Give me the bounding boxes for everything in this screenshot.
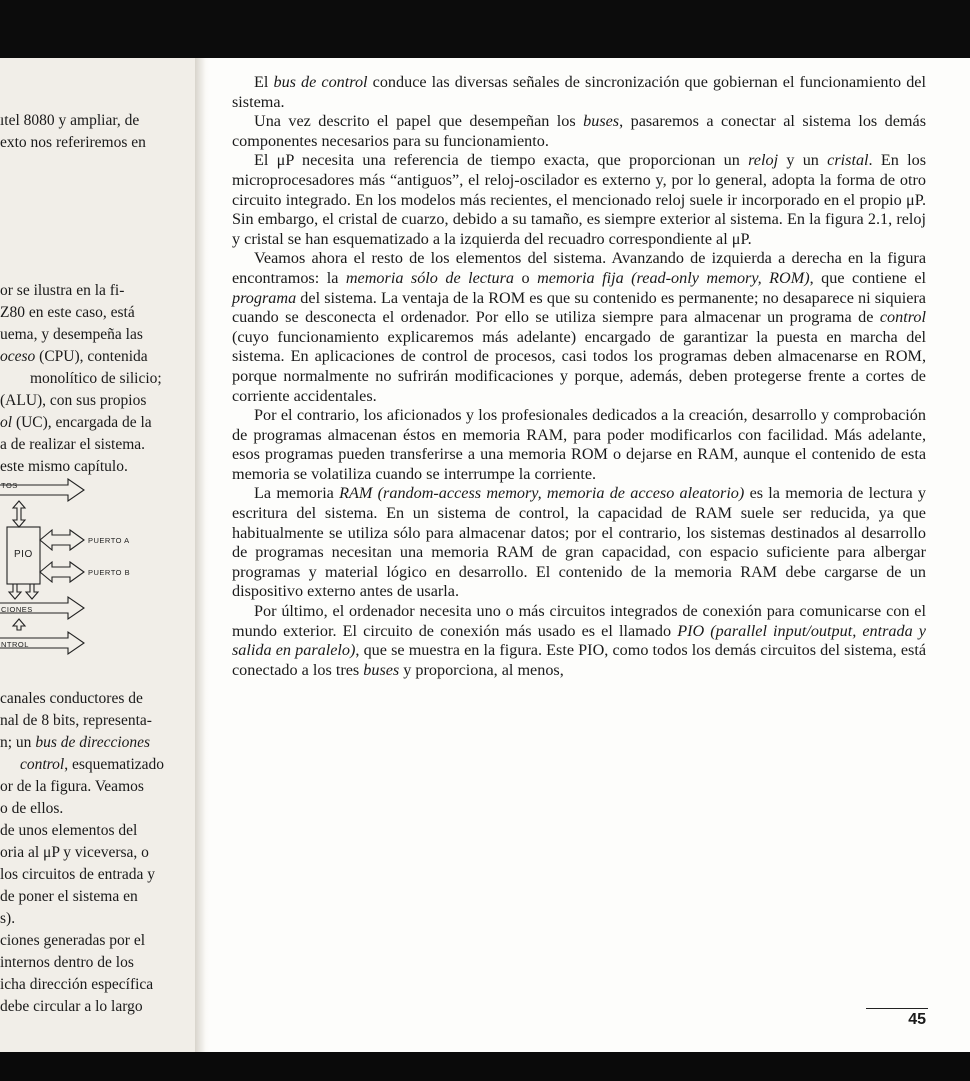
paragraph-reloj: [232, 151, 926, 249]
left-italic-text: control: [20, 756, 65, 773]
left-text-span: , esquematizado: [64, 756, 165, 773]
text-span: es la memoria de lectura y escritura del sistema. En un sistema de control, la capacidad de RAM suele ser reducida, ya que habitualmente se utiliza sólo para almacenar datos; por el contrario, los sistemas destinados al desarrollo de programas necesitan una memoria RAM de gran capacidad, con espacio suficiente para albergar programas y material lógico en desarrollo. El contenido de la memoria RAM debe cargarse de un dispositivo externo antes de usarla.: [232, 484, 926, 601]
text-span: conduce las diversas señales de sincronización que gobiernan el funcionamiento del sistema.: [232, 73, 926, 111]
text-span: y proporciona, al menos,: [399, 660, 564, 679]
text-span: Por el contrario, los aficionados y los profesionales dedicados a la creación, desarrollo y comprobación de programas almacenan éstos en memoria RAM, para poder modificarlos con facilidad. Más adelante, esos programas pueden transferirse a una memoria ROM o dejarse en RAM, aunque el contenido de esta memoria se volatiliza cuando se interrumpe la corriente.: [232, 406, 926, 483]
text-span: del sistema. La ventaja de la ROM es que su contenido es permanente; no desaparece ni siquiera cuando se desconecta el ordenador. Por ello se utiliza siempre para almacenar un programa de: [232, 288, 926, 327]
left-text-line: los circuitos de entrada y: [0, 866, 155, 883]
italic-term: RAM (random-access memory, memoria de acceso aleatorio): [339, 484, 745, 503]
paragraph-buses: [232, 112, 926, 151]
port-a-arrow: [40, 530, 84, 550]
italic-term: PIO (parallel input/output, entrada y salida en paralelo): [232, 621, 926, 660]
italic-term: cristal: [827, 151, 869, 170]
text-span: , que contiene el: [809, 268, 927, 287]
text-span: y un: [778, 151, 828, 170]
page-number: 45: [908, 1011, 926, 1028]
address-bus-label: CIONES: [1, 605, 33, 614]
italic-term: memoria fija (read-only memory, ROM): [537, 268, 810, 287]
text-span: El: [254, 73, 274, 91]
control-bus-label: NTROL: [1, 640, 29, 649]
left-text-line: s).: [0, 910, 16, 927]
left-text-line: debe circular a lo largo: [0, 998, 143, 1015]
text-span: La memoria: [254, 484, 340, 503]
data-bus-label: TOS: [1, 481, 18, 490]
pio-label: PIO: [14, 549, 33, 560]
page-number-rule: [866, 1008, 928, 1009]
left-text-line: ciones generadas por el: [0, 932, 146, 949]
pio-address-connector: [9, 584, 21, 599]
paragraph-pio: [232, 602, 926, 680]
italic-term: buses: [363, 660, 400, 679]
italic-term: buses: [583, 112, 620, 131]
left-text-span: n; un: [0, 734, 36, 751]
left-text-line: (ALU), con sus propios: [0, 392, 147, 409]
left-text-line: internos dentro de los: [0, 954, 134, 971]
left-text-span: (CPU), contenida: [35, 348, 148, 365]
scan-bottom-border: [0, 1052, 970, 1081]
pio-data-connector: [13, 501, 25, 527]
left-text-line: or se ilustra en la fi-: [0, 282, 125, 299]
italic-term: reloj: [748, 151, 779, 170]
italic-term: programa: [232, 288, 297, 307]
port-b-arrow: [40, 562, 84, 582]
left-text-line: Z80 en este caso, está: [0, 304, 135, 321]
left-text-line: or de la figura. Veamos: [0, 778, 144, 795]
text-span: Una vez descrito el papel que desempeñan los: [254, 112, 584, 131]
left-text-line: [0, 346, 148, 368]
left-text-line: [20, 754, 164, 776]
left-italic-text: oceso: [0, 348, 36, 365]
left-text-line: icha dirección específica: [0, 976, 154, 993]
left-text-line: oria al μP y viceversa, o: [0, 844, 149, 861]
text-span: Veamos ahora el resto de los elementos del sistema. Avanzando de izquierda a derecha en la figura encontramos: la: [232, 249, 926, 287]
paragraph-rom: [232, 249, 926, 406]
port-b-label: PUERTO B: [88, 568, 131, 577]
paragraph-bus-control: [232, 73, 926, 112]
italic-term: memoria sólo de lectura: [345, 268, 514, 287]
text-span: (cuyo funcionamiento explicaremos más adelante) encargado de garantizar la puesta en marcha del sistema. En aplicaciones de control de procesos, casi todos los programas deben almacenarse en ROM, porque normalmente no sufrirán modificaciones y porque, además, deben protegerse frente a cortes de corriente accidentales.: [232, 327, 926, 405]
left-italic-text: ol: [0, 414, 13, 431]
text-span: . En los microprocesadores más “antiguos”, el reloj-oscilador es externo y, por lo general, adopta la forma de otro circuito integrado. En los modelos más recientes, el mencionado reloj suele ir incorporado en el propio μP. Sin embargo, el cristal de cuarzo, debido a su tamaño, es siempre exterior al sistema. En la figura 2.1, reloj y cristal se han esquematizado a la izquierda del recuadro correspondiente al μP.: [232, 151, 927, 248]
left-text-line: [0, 732, 150, 754]
text-span: Por último, el ordenador necesita uno o más circuitos integrados de conexión para comunicarse con el mundo exterior. El circuito de conexión más usado es el llamado: [232, 602, 926, 640]
pio-bus-diagram: [0, 478, 200, 678]
scan-top-border: [0, 0, 970, 58]
text-span: El μP necesita una referencia de tiempo exacta, que proporcionan un: [254, 151, 749, 170]
italic-term: bus de control: [273, 73, 368, 91]
left-text-line: exto nos referiremos en: [0, 134, 146, 151]
left-text-line: monolítico de silicio;: [30, 370, 162, 387]
port-a-label: PUERTO A: [88, 536, 130, 545]
paragraph-aficionados: [232, 406, 926, 484]
left-text-line: canales conductores de: [0, 690, 143, 707]
left-text-line: o de ellos.: [0, 800, 64, 817]
left-text-line: nal de 8 bits, representa-: [0, 712, 152, 729]
left-text-line: [0, 412, 152, 434]
main-text-column: [232, 73, 926, 680]
left-text-line: este mismo capítulo.: [0, 458, 128, 475]
pio-control-connector: [26, 584, 38, 599]
left-italic-text: bus de direcciones: [35, 734, 151, 751]
control-bus-connector: [13, 619, 25, 630]
left-text-line: de unos elementos del: [0, 822, 138, 839]
text-span: o: [513, 268, 538, 287]
left-text-line: uema, y desempeña las: [0, 326, 143, 343]
left-page: [0, 58, 200, 1052]
left-text-line: de poner el sistema en: [0, 888, 138, 905]
text-span: , que se muestra en la figura. Este PIO, como todos los demás circuitos del sistema, está conectado a los tres: [232, 641, 927, 679]
text-span: , pasaremos a conectar al sistema los demás componentes necesarios para su funcionamiento.: [232, 112, 926, 150]
left-text-line: a de realizar el sistema.: [0, 436, 146, 453]
left-text-line: ıtel 8080 y ampliar, de: [0, 112, 140, 129]
italic-term: control: [879, 308, 926, 327]
paragraph-ram: [232, 484, 926, 602]
left-text-span: (UC), encargada de la: [12, 414, 152, 431]
